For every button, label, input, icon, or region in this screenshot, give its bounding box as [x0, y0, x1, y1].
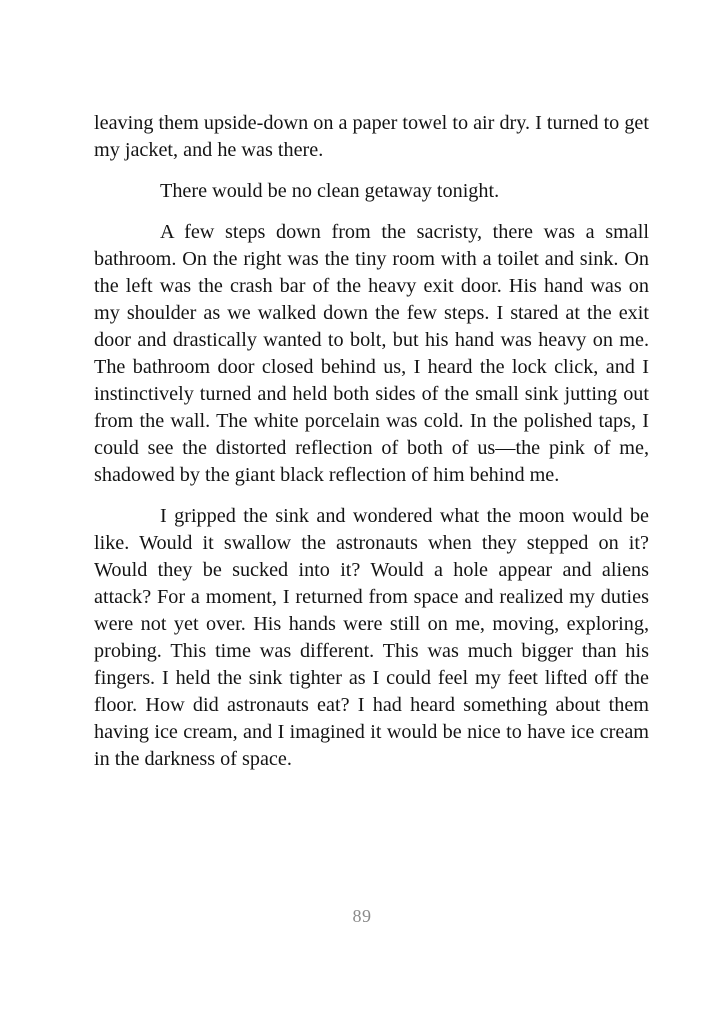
- paragraph-continuation: leaving them upside-down on a paper towel to air dry. I turned to get my jacket, and he was there.: [94, 112, 649, 161]
- body-text: [94, 110, 649, 787]
- paragraph-getaway: There would be no clean getaway tonight.: [160, 180, 500, 202]
- paragraph-bathroom: A few steps down from the sacristy, there was a small bathroom. On the right was the tiny room with a toilet and sink. On the left was the crash bar of the heavy exit door. His hand was on my shoulder as we walked down the few steps. I stared at the exit door and drastically wanted to bolt, but his hand was heavy on me. The bathroom door closed behind us, I heard the lock click, and I instinctively turned and held both sides of the small sink jutting out from the wall. The white porcelain was cold. In the polished taps, I could see the distorted reflection of both of us—the pink of me, shadowed by the giant black reflection of him behind me.: [94, 221, 649, 486]
- paragraph-moon: I gripped the sink and wondered what the moon would be like. Would it swallow the astronauts when they stepped on it? Would they be sucked into it? Would a hole appear and aliens attack? For a moment, I returned from space and realized my duties were not yet over. His hands were still on me, moving, exploring, probing. This time was different. This was much bigger than his fingers. I held the sink tighter as I could feel my feet lifted off the floor. How did astronauts eat? I had heard something about them having ice cream, and I imagined it would be nice to have ice cream in the darkness of space.: [94, 505, 649, 770]
- page-number: 89: [352, 906, 372, 926]
